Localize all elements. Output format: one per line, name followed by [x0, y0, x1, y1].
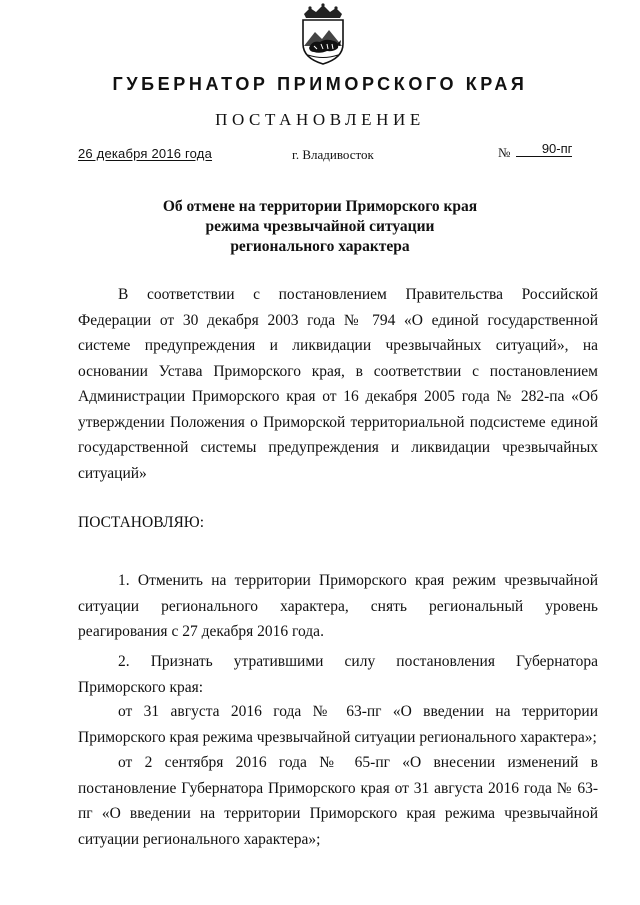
document-heading	[0, 197, 640, 257]
heading-line: режима чрезвычайной ситуации	[205, 218, 435, 235]
number-sign: №	[498, 145, 511, 160]
coat-of-arms-icon	[294, 2, 352, 66]
decree-subitem: от 31 августа 2016 года № 63-пг «О введении на территории Приморского края режима чрезвычайной ситуации регионального характера»;	[78, 703, 598, 746]
decree-item: 1. Отменить на территории Приморского края режим чрезвычайной ситуации регионального характера, снять региональный уровень реагирования с 27 декабря 2016 года.	[78, 572, 598, 640]
number-value: 90-пг	[516, 143, 572, 157]
heading-line: Об отмене на территории Приморского края	[162, 198, 478, 215]
issuing-authority: ГУБЕРНАТОР ПРИМОРСКОГО КРАЯ	[112, 74, 528, 94]
preamble-paragraph: В соответствии с постановлением Правительства Российской Федерации от 30 декабря 2003 года № 794 «О единой государственной системе предупреждения и ликвидации чрезвычайных ситуаций», на основании Устава Приморского края, в соответствии с постановлением Администрации Приморского края от 16 декабря 2005 года № 282-па «Об утверждении Положения о Приморской территориальной подсистеме единой государственной системы предупреждения и ликвидации чрезвычайных ситуаций»	[78, 286, 598, 482]
document-date	[78, 146, 212, 161]
document-city: г. Владивосток	[292, 147, 374, 162]
document-number	[498, 141, 573, 161]
heading-line: регионального характера	[230, 238, 410, 255]
decree-item: 2. Признать утратившими силу постановления Губернатора Приморского края:	[78, 653, 598, 696]
decree-subitem: от 2 сентября 2016 года № 65-пг «О внесении изменений в постановление Губернатора Приморского края от 31 августа 2016 года № 63-пг «О введении на территории Приморского края режима чрезвычайной ситуации регионального характера»;	[78, 754, 598, 848]
document-type: ПОСТАНОВЛЕНИЕ	[215, 110, 425, 129]
decree-word: ПОСТАНОВЛЯЮ:	[78, 514, 205, 531]
date-value: 26 декабря 2016 года	[78, 146, 213, 161]
